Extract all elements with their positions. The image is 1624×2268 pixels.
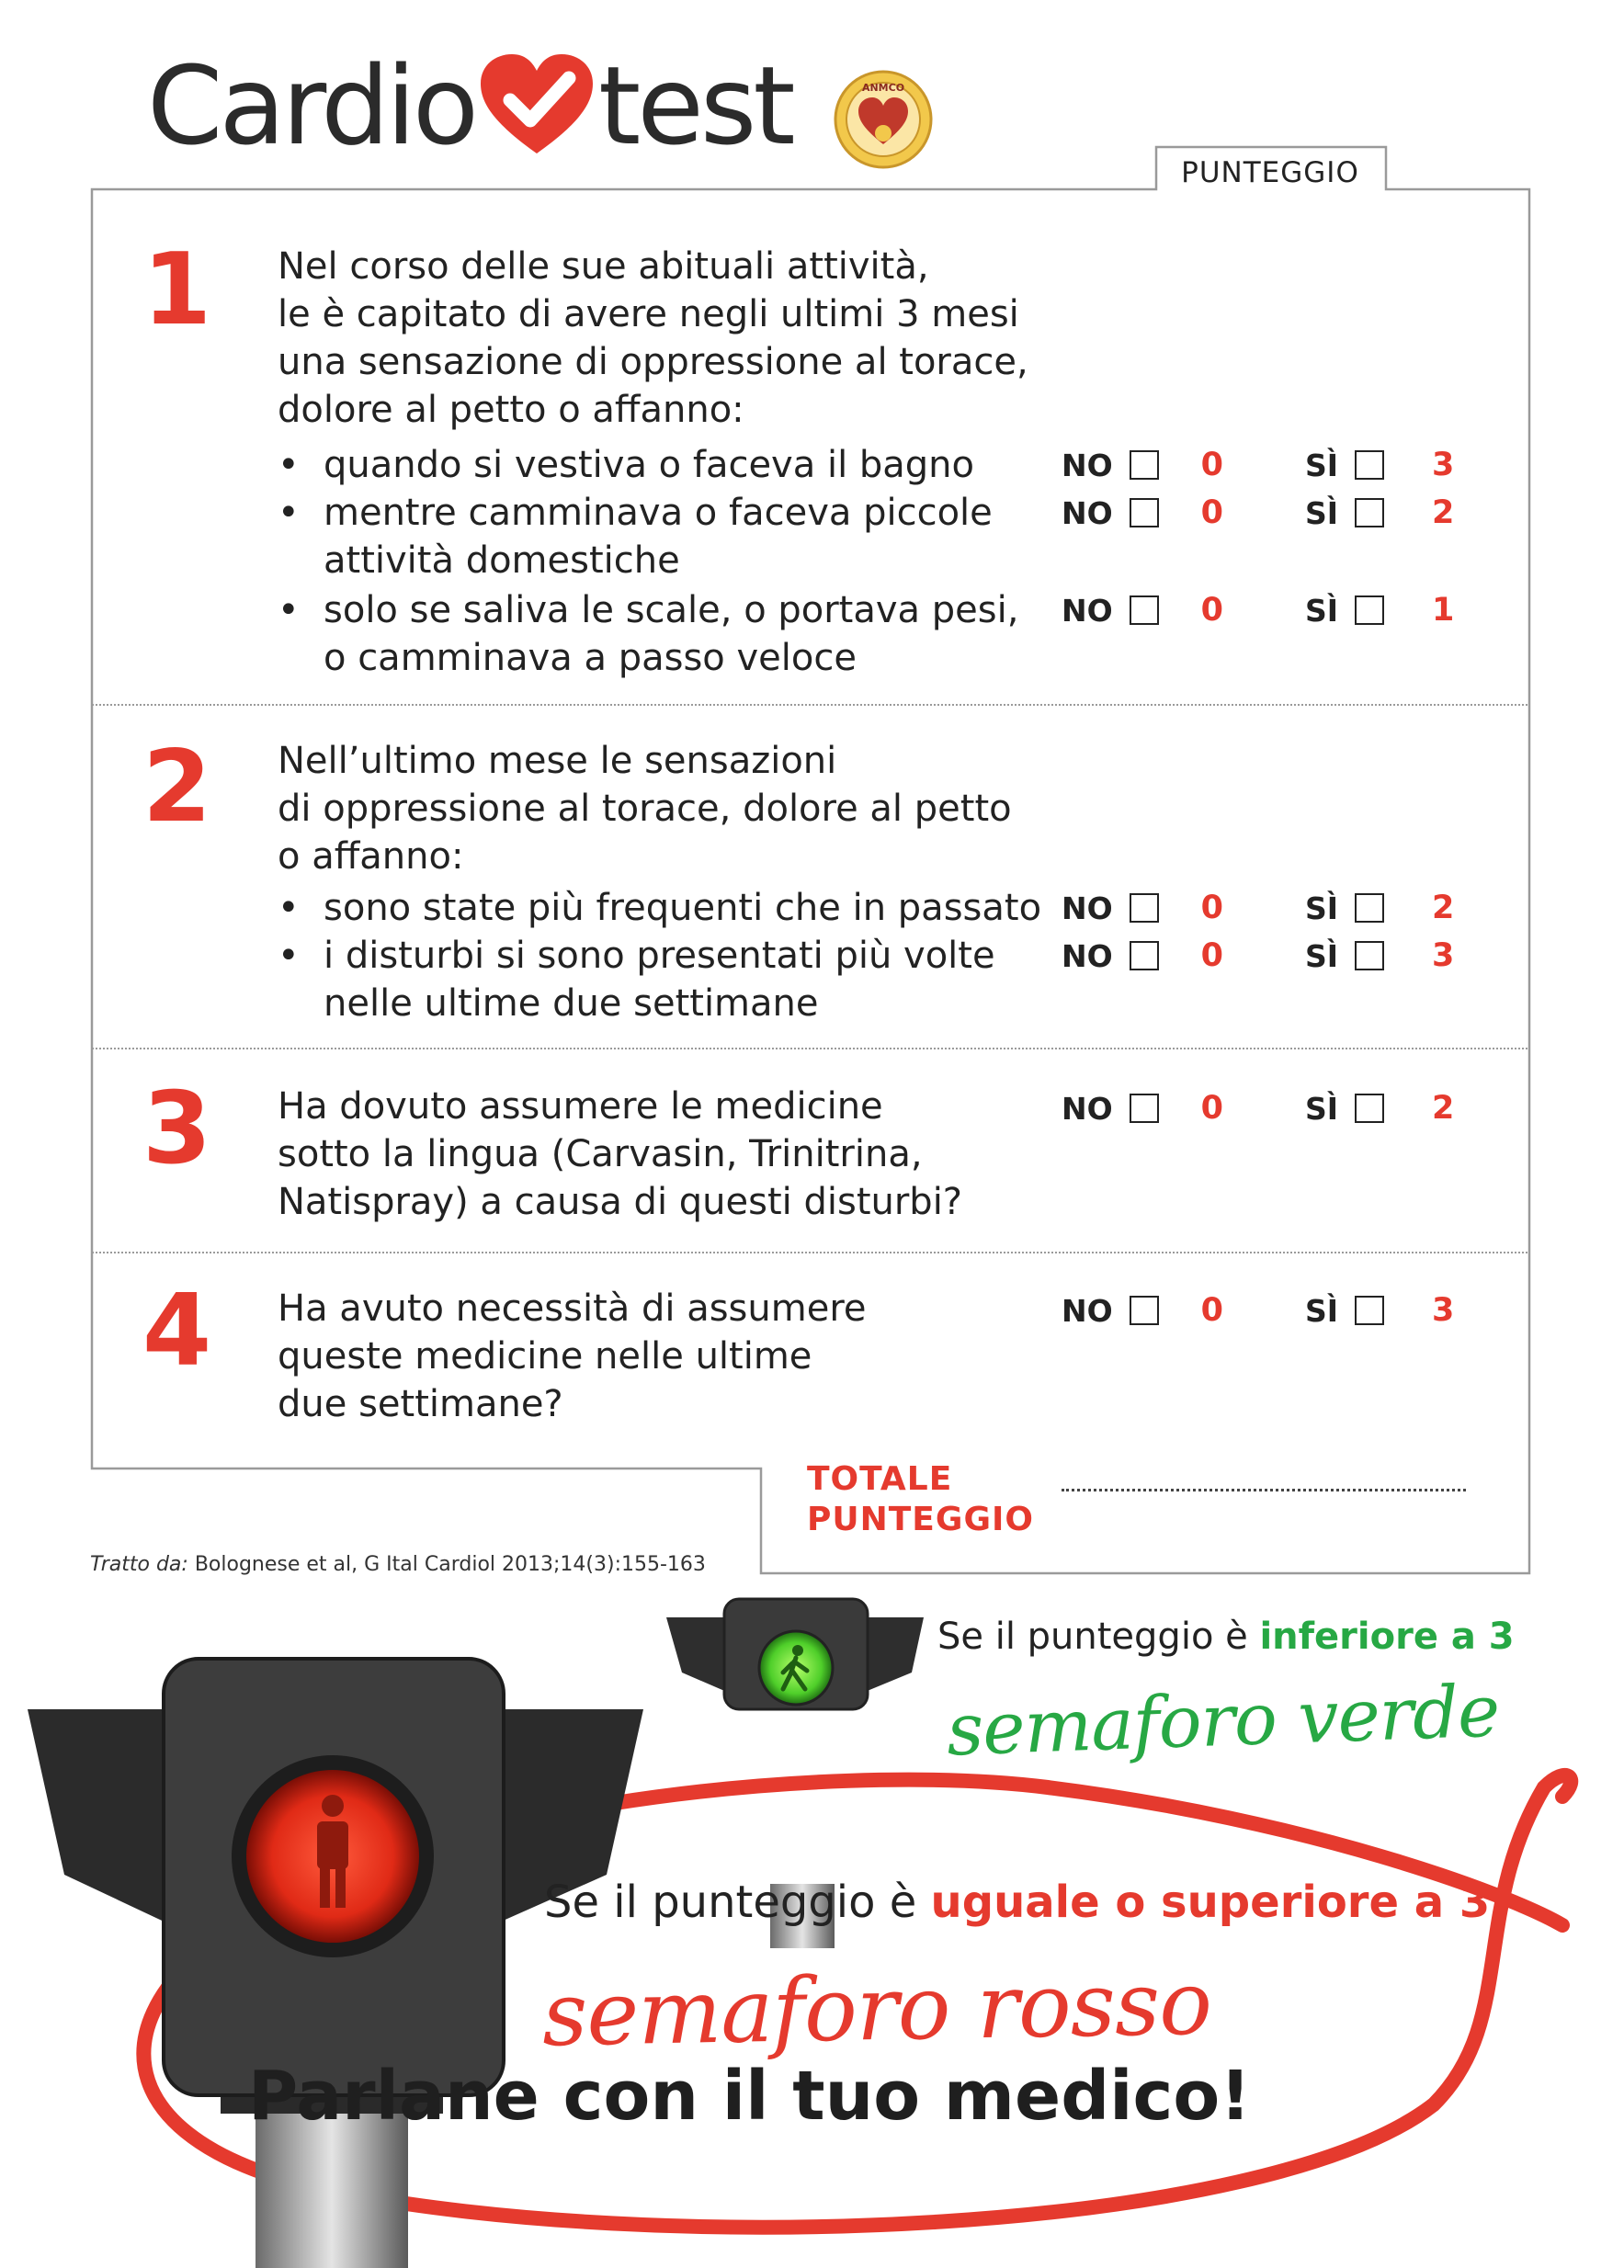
q2-item-1-si-option[interactable]: SÌ 2 <box>1305 890 1455 926</box>
divider <box>92 704 1527 706</box>
checkbox[interactable] <box>1130 1296 1159 1325</box>
heart-check-icon <box>477 51 596 161</box>
checkbox[interactable] <box>1130 1094 1159 1123</box>
checkbox[interactable] <box>1355 595 1384 625</box>
checkbox[interactable] <box>1355 941 1384 970</box>
q1-item-1-no-option[interactable]: NO 0 <box>1062 447 1224 483</box>
question-3-text: Ha dovuto assumere le medicine sotto la lingua (Carvasin, Trinitrina, Natispray) a causa di questi disturbi? <box>278 1085 963 1223</box>
cardiotest-title <box>147 37 792 175</box>
source-citation: Tratto da: Bolognese et al, G Ital Cardiol 2013;14(3):155-163 <box>90 1553 706 1576</box>
divider <box>92 1252 1527 1253</box>
checkbox[interactable] <box>1130 941 1159 970</box>
q1-item-2-no-option[interactable]: NO 0 <box>1062 494 1224 531</box>
checkbox[interactable] <box>1130 450 1159 480</box>
q2-item-2-no-option[interactable]: NO 0 <box>1062 937 1224 974</box>
q1-item-2: • mentre camminava o faceva piccole attività domestiche <box>278 492 993 582</box>
divider <box>92 1048 1527 1049</box>
checkbox[interactable] <box>1130 595 1159 625</box>
question-3-number: 3 <box>142 1072 212 1186</box>
question-2-text: Nell’ultimo mese le sensazioni di oppressione al torace, dolore al petto o affanno: <box>278 740 1012 878</box>
q3-si-option[interactable]: SÌ 2 <box>1305 1090 1455 1127</box>
question-1-text: Nel corso delle sue abituali attività, le è capitato di avere negli ultimi 3 mesi una sensazione di oppressione al torace, dolore al petto o affanno: <box>278 245 1028 431</box>
red-pedestrian-light-icon <box>232 1755 434 1957</box>
checkbox[interactable] <box>1355 450 1384 480</box>
checkbox[interactable] <box>1355 1296 1384 1325</box>
q2-item-1-no-option[interactable]: NO 0 <box>1062 890 1224 926</box>
title-left-word: Cardio <box>147 42 476 169</box>
call-to-action: Parlane con il tuo medico! <box>248 2057 1251 2136</box>
green-light-caption: semaforo verde <box>945 1670 1501 1773</box>
q2-item-1: • sono state più frequenti che in passato <box>278 887 1042 929</box>
q3-no-option[interactable]: NO 0 <box>1062 1090 1224 1127</box>
question-4-number: 4 <box>142 1274 212 1389</box>
red-threshold-text: Se il punteggio è uguale o superiore a 3 <box>544 1877 1491 1928</box>
q1-item-2-si-option[interactable]: SÌ 2 <box>1305 494 1455 531</box>
question-2-number: 2 <box>142 730 212 845</box>
checkbox[interactable] <box>1130 893 1159 923</box>
q4-no-option[interactable]: NO 0 <box>1062 1292 1224 1329</box>
q1-item-1-si-option[interactable]: SÌ 3 <box>1305 447 1455 483</box>
green-pedestrian-light-icon <box>759 1631 833 1705</box>
red-light-caption: semaforo rosso <box>541 1951 1212 2067</box>
total-score-label: TOTALE PUNTEGGIO <box>807 1460 1034 1538</box>
checkbox[interactable] <box>1355 893 1384 923</box>
q2-item-2-si-option[interactable]: SÌ 3 <box>1305 937 1455 974</box>
checkbox[interactable] <box>1355 498 1384 527</box>
anmco-seal-icon <box>833 69 934 170</box>
q1-item-3: • solo se saliva le scale, o portava pesi, o camminava a passo veloce <box>278 589 1019 679</box>
question-4-text: Ha avuto necessità di assumere queste medicine nelle ultime due settimane? <box>278 1287 867 1425</box>
title-right-word: test <box>598 42 792 169</box>
checkbox[interactable] <box>1130 498 1159 527</box>
question-1-number: 1 <box>142 232 212 347</box>
q4-si-option[interactable]: SÌ 3 <box>1305 1292 1455 1329</box>
green-threshold-text: Se il punteggio è inferiore a 3 <box>937 1616 1515 1658</box>
svg-text:ANMCO: ANMCO <box>861 82 905 94</box>
score-column-header: PUNTEGGIO <box>1181 156 1359 189</box>
q2-item-2: • i disturbi si sono presentati più volte nelle ultime due settimane <box>278 935 995 1025</box>
q1-item-1: • quando si vestiva o faceva il bagno <box>278 444 975 486</box>
checkbox[interactable] <box>1355 1094 1384 1123</box>
q1-item-3-si-option[interactable]: SÌ 1 <box>1305 592 1455 629</box>
total-score-field[interactable] <box>1062 1489 1466 1491</box>
q1-item-3-no-option[interactable]: NO 0 <box>1062 592 1224 629</box>
